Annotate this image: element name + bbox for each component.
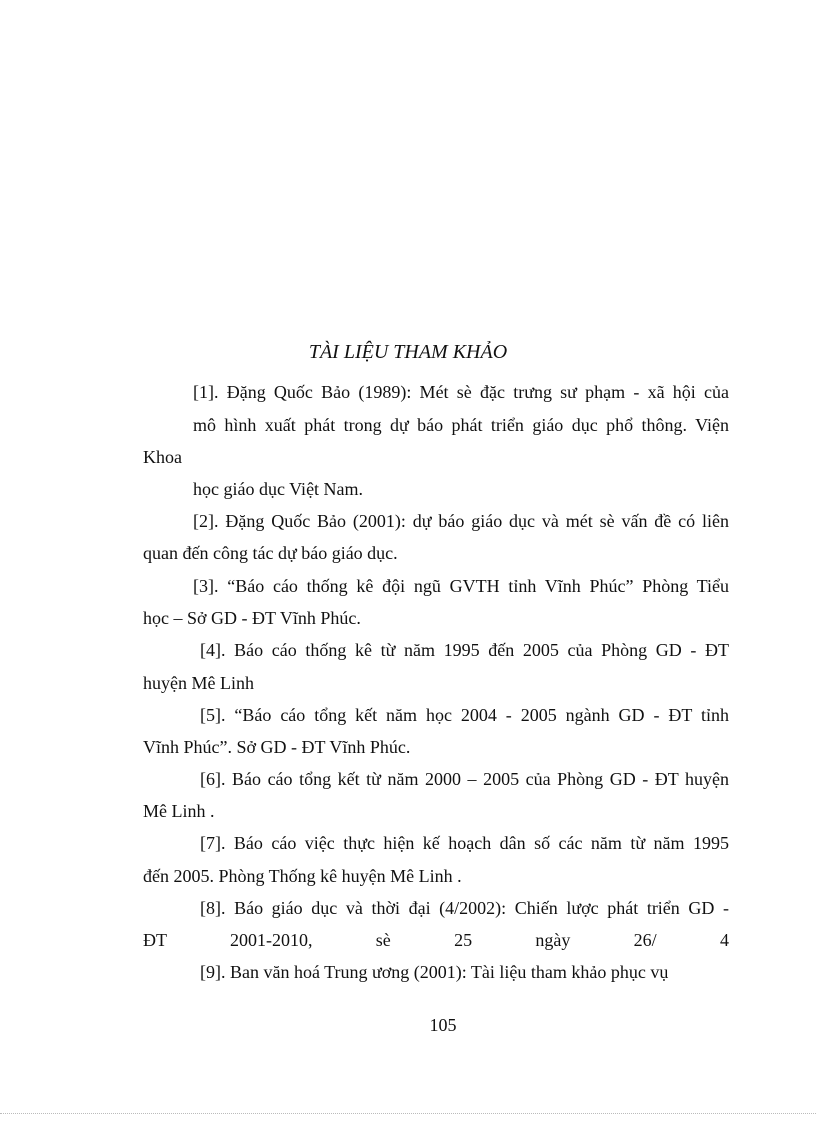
section-title: TÀI LIỆU THAM KHẢO (308, 341, 508, 363)
reference-line: mô hình xuất phát trong dự báo phát triển giáo dục phổ thông. Viện (193, 415, 729, 435)
reference-line: ĐT 2001-2010, sè 25 ngày 26/ 4 (143, 930, 729, 950)
reference-line: [9]. Ban văn hoá Trung ương (2001): Tài liệu tham khảo phục vụ (200, 962, 669, 982)
reference-line: [2]. Đặng Quốc Bảo (2001): dự báo giáo dục và mét sè vấn đề có liên (193, 511, 729, 531)
reference-line: Khoa (143, 447, 182, 467)
reference-line: học – Sở GD - ĐT Vĩnh Phúc. (143, 608, 361, 628)
reference-line: [4]. Báo cáo thống kê từ năm 1995 đến 2005 của Phòng GD - ĐT (200, 640, 729, 660)
reference-line: [5]. “Báo cáo tổng kết năm học 2004 - 2005 ngành GD - ĐT tỉnh (200, 705, 729, 725)
reference-line: đến 2005. Phòng Thống kê huyện Mê Linh . (143, 866, 462, 886)
page-number: 105 (429, 1015, 457, 1035)
reference-line: [1]. Đặng Quốc Bảo (1989): Mét sè đặc trưng sư phạm - xã hội của (193, 382, 729, 402)
reference-line: [8]. Báo giáo dục và thời đại (4/2002): Chiến lược phát triển GD - (200, 898, 729, 918)
reference-line: quan đến công tác dự báo giáo dục. (143, 543, 398, 563)
reference-line: Vĩnh Phúc”. Sở GD - ĐT Vĩnh Phúc. (143, 737, 411, 757)
reference-line: Mê Linh . (143, 801, 215, 821)
reference-line: [6]. Báo cáo tổng kết từ năm 2000 – 2005 của Phòng GD - ĐT huyện (200, 769, 729, 789)
page-border-dotted (0, 1113, 816, 1114)
reference-line: huyện Mê Linh (143, 673, 254, 693)
reference-line: học giáo dục Việt Nam. (193, 479, 364, 499)
reference-line: [3]. “Báo cáo thống kê đội ngũ GVTH tỉnh Vĩnh Phúc” Phòng Tiểu (193, 576, 729, 596)
reference-line: [7]. Báo cáo việc thực hiện kế hoạch dân số các năm từ năm 1995 (200, 833, 729, 853)
